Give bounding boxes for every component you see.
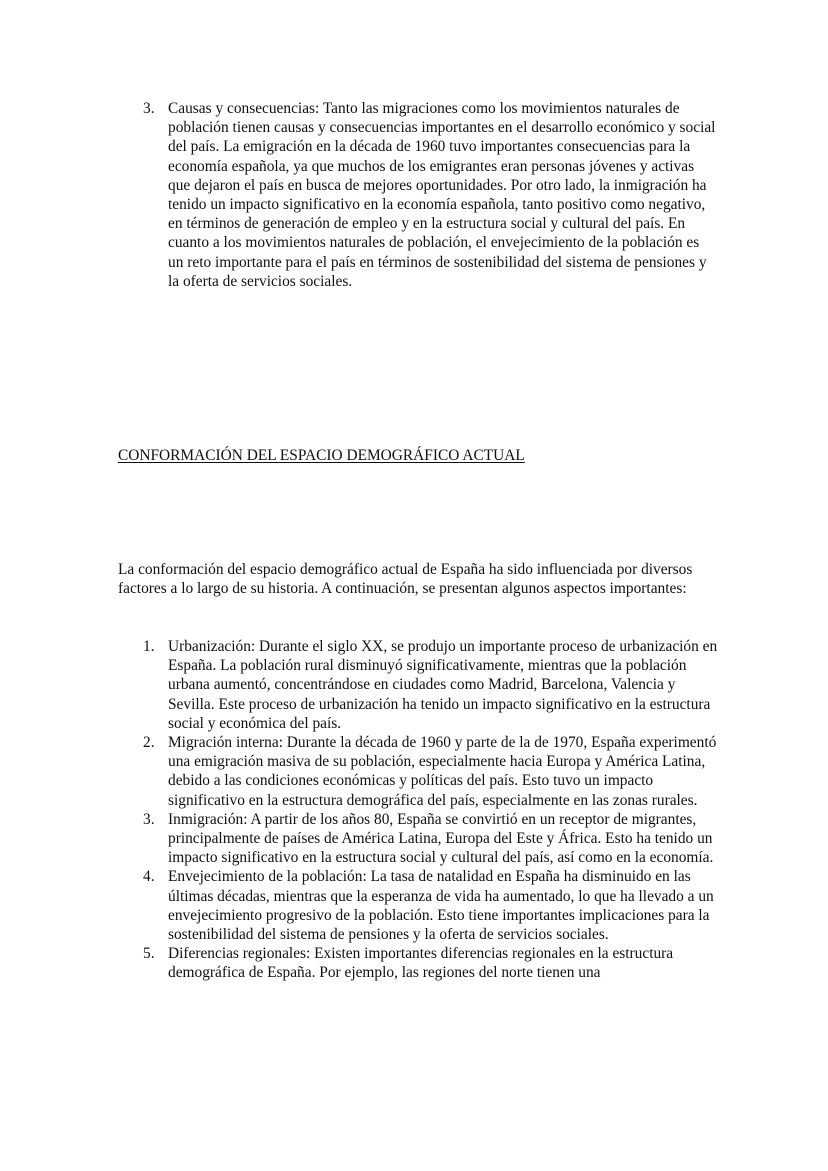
- list-item-number: 1.: [143, 638, 155, 655]
- list-item-number: 2.: [143, 734, 155, 752]
- list-item-number: 3.: [143, 810, 155, 828]
- list-item: [118, 99, 718, 291]
- section-heading: CONFORMACIÓN DEL ESPACIO DEMOGRÁFICO ACTUAL: [118, 447, 525, 464]
- list-item: [118, 637, 718, 733]
- list-item-number: 3.: [143, 100, 155, 117]
- list-item-number: 5.: [143, 945, 155, 963]
- list-item-text: Inmigración: A partir de los años 80, España se convirtió en un receptor de migrantes, principalmente de países de América Latina, Europa del Este y África. Esto ha tenido un impacto significativo en la estructura social y cultural del país, así como en la economía.: [168, 810, 714, 867]
- list-item: [118, 944, 718, 982]
- list-item-text: Diferencias regionales: Existen importantes diferencias regionales en la estructura demográfica de España. Por ejemplo, las regiones del norte tienen una: [168, 945, 674, 982]
- list-item-text: Urbanización: Durante el siglo XX, se produjo un importante proceso de urbanización en España. La población rural disminuyó significativamente, mientras que la población urbana aumentó, concentrándose en ciudades como Madrid, Barcelona, Valencia y Sevilla. Este proceso de urbanización ha tenido un impacto significativo en la estructura social y económica del país.: [168, 638, 718, 732]
- list-item: [118, 810, 718, 868]
- continued-list: [118, 99, 718, 291]
- list-item-text: Migración interna: Durante la década de 1960 y parte de la de 1970, España experimentó una emigración masiva de su población, especialmente hacia Europa y América Latina, debido a las condiciones económicas y políticas del país. Esto tuvo un impacto significativo en la estructura demográfica del país, especialmente en las zonas rurales.: [168, 734, 717, 809]
- list-item-text: Causas y consecuencias: Tanto las migraciones como los movimientos naturales de población tienen causas y consecuencias importantes en el desarrollo económico y social del país. La emigración en la década de 1960 tuvo importantes consecuencias para la economía española, ya que muchos de los emigrantes eran personas jóvenes y activas que dejaron el país en busca de mejores oportunidades. Por otro lado, la inmigración ha tenido un impacto significativo en la economía española, tanto positivo como negativo, en términos de generación de empleo y en la estructura social y cultural del país. En cuanto a los movimientos naturales de población, el envejecimiento de la población es un reto importante para el país en términos de sostenibilidad del sistema de pensiones y la oferta de servicios sociales.: [168, 100, 716, 290]
- list-item: [118, 867, 718, 944]
- list-item-number: 4.: [143, 868, 155, 886]
- list-item: [118, 733, 718, 810]
- intro-paragraph: La conformación del espacio demográfico actual de España ha sido influenciada por diversos factores a lo largo de su historia. A continuación, se presentan algunos aspectos importantes:: [118, 561, 693, 598]
- factors-list: [118, 637, 718, 983]
- list-item-text: Envejecimiento de la población: La tasa de natalidad en España ha disminuido en las últimas décadas, mientras que la esperanza de vida ha aumentado, lo que ha llevado a un envejecimiento progresivo de la población. Esto tiene importantes implicaciones para la sostenibilidad del sistema de pensiones y la oferta de servicios sociales.: [168, 868, 714, 944]
